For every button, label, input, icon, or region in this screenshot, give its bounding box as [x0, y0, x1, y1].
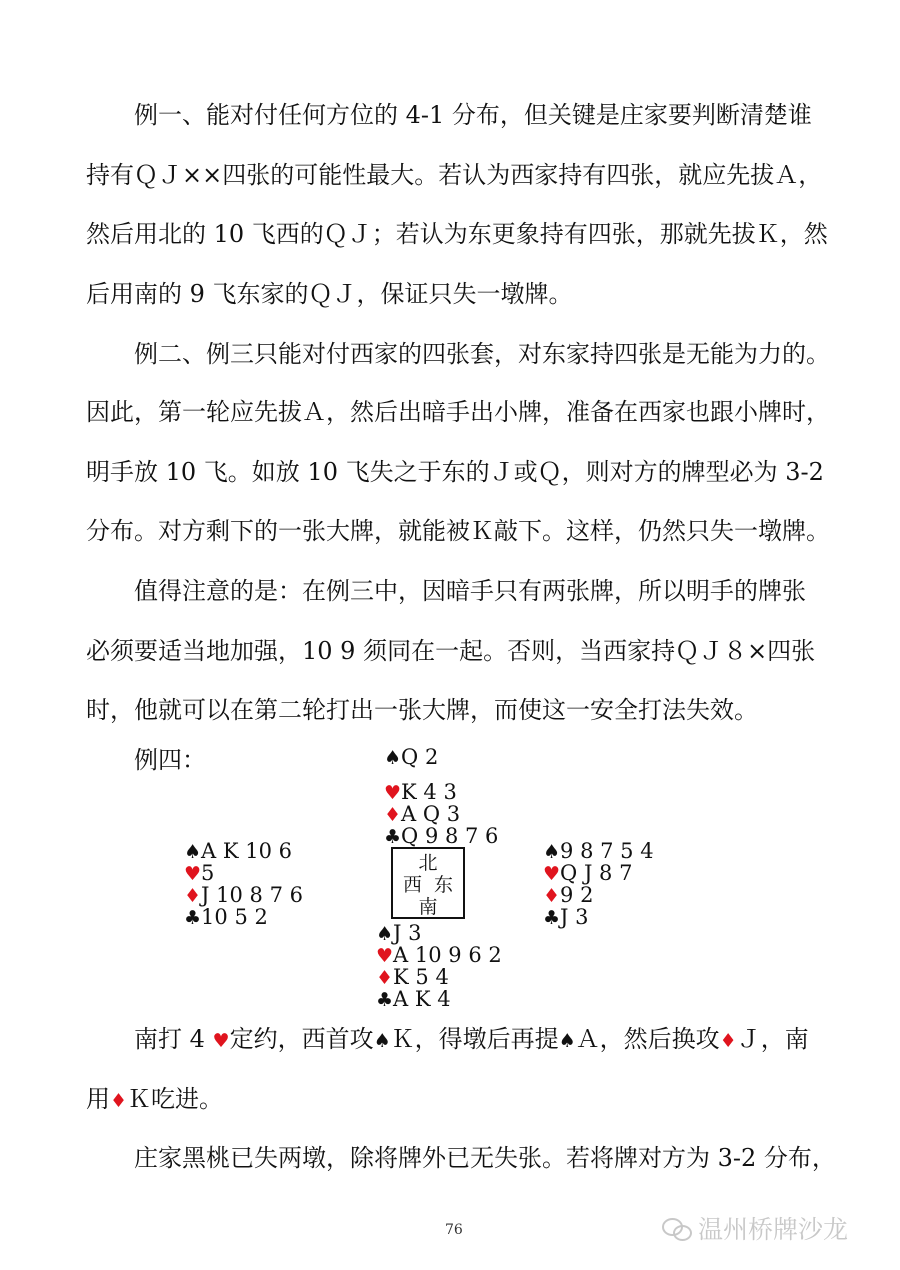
text-line: 值得注意的是：在例三中，因暗手只有两张牌，所以明手的牌张 [134, 577, 806, 605]
watermark [662, 1210, 848, 1246]
compass-west: 西 [403, 874, 423, 896]
west-hand [184, 840, 303, 928]
spade-icon: ♠ [558, 1030, 576, 1052]
spade-icon: ♠ [184, 841, 202, 863]
south-hand [376, 922, 502, 1010]
south-clubs: A K 4 [393, 987, 451, 1011]
diamond-icon: ♦ [719, 1030, 737, 1052]
compass-east: 东 [433, 874, 453, 896]
west-diamonds: J 10 8 7 6 [201, 883, 303, 907]
north-hearts: K 4 3 [401, 780, 457, 804]
west-hearts: 5 [201, 861, 215, 885]
south-hearts: A 10 9 6 2 [393, 943, 502, 967]
club-icon: ♣ [376, 989, 394, 1011]
south-spades: J 3 [393, 921, 422, 945]
text-line: 必须要适当地加强，10 9 须同在一起。否则，当西家持ＱＪ８×四张 [86, 637, 816, 665]
text-line: 后用南的 9 飞东家的ＱＪ，保证只失一墩牌。 [86, 280, 573, 308]
east-clubs: J 3 [560, 905, 589, 929]
diamond-icon: ♦ [384, 804, 402, 826]
diamond-icon: ♦ [376, 967, 394, 989]
north-clubs: Q 9 8 7 6 [401, 824, 499, 848]
west-clubs: 10 5 2 [201, 905, 268, 929]
heart-icon: ♥ [543, 863, 561, 885]
club-icon: ♣ [543, 907, 561, 929]
after-line-3: 庄家黑桃已失两墩，除将牌外已无失张。若将牌对方为 3-2 分布， [134, 1144, 836, 1172]
heart-icon: ♥ [384, 782, 402, 804]
heart-icon: ♥ [184, 863, 202, 885]
north-diamonds: A Q 3 [401, 802, 461, 826]
east-hand [543, 840, 654, 928]
diamond-icon: ♦ [110, 1090, 128, 1112]
club-icon: ♣ [184, 907, 202, 929]
compass-box [391, 847, 465, 919]
compass-south: 南 [418, 896, 438, 918]
watermark-text: 温州桥牌沙龙 [698, 1215, 849, 1244]
text-line: 分布。对方剩下的一张大牌，就能被Ｋ敲下。这样，仍然只失一墩牌。 [86, 517, 830, 545]
heart-icon: ♥ [376, 945, 394, 967]
east-spades: 9 8 7 5 4 [560, 839, 654, 863]
north-spades: Q 2 [401, 745, 439, 769]
east-hearts: Q J 8 7 [560, 861, 633, 885]
spade-icon: ♠ [543, 841, 561, 863]
wechat-icon [662, 1216, 692, 1240]
heart-icon: ♥ [212, 1030, 230, 1052]
spade-icon: ♠ [384, 747, 402, 769]
page-number: 76 [445, 1222, 463, 1238]
text-line: 时，他就可以在第二轮打出一张大牌，而使这一安全打法失效。 [86, 696, 758, 724]
east-diamonds: 9 2 [560, 883, 594, 907]
south-diamonds: K 5 4 [393, 965, 449, 989]
text-line: 明手放 10 飞。如放 10 飞失之于东的Ｊ或Ｑ，则对方的牌型必为 3-2 [86, 458, 824, 486]
diamond-icon: ♦ [543, 885, 561, 907]
spade-icon: ♠ [373, 1030, 391, 1052]
text-line: 例二、例三只能对付西家的四张套，对东家持四张是无能为力的。 [134, 340, 830, 368]
club-icon: ♣ [384, 826, 402, 848]
text-line: 持有ＱＪ××四张的可能性最大。若认为西家持有四张，就应先拔Ａ， [86, 161, 823, 189]
diamond-icon: ♦ [184, 885, 202, 907]
west-spades: A K 10 6 [201, 839, 293, 863]
north-hand [384, 746, 438, 768]
spade-icon: ♠ [376, 923, 394, 945]
after-line-1: 南打 4 ♥定约，西首攻♠Ｋ，得墩后再提♠Ａ，然后换攻♦Ｊ，南 [134, 1025, 809, 1053]
example-label: 例四： [134, 746, 206, 774]
text-line: 然后用北的 10 飞西的ＱＪ；若认为东更象持有四张，那就先拔Ｋ，然 [86, 220, 828, 248]
text-line: 因此，第一轮应先拔Ａ，然后出暗手出小牌，准备在西家也跟小牌时， [86, 398, 830, 426]
after-line-2: 用♦Ｋ吃进。 [86, 1085, 224, 1113]
compass-north: 北 [418, 852, 438, 874]
text-line: 例一、能对付任何方位的 4-1 分布，但关键是庄家要判断清楚谁 [134, 101, 812, 129]
north-hand-rest [384, 781, 498, 847]
